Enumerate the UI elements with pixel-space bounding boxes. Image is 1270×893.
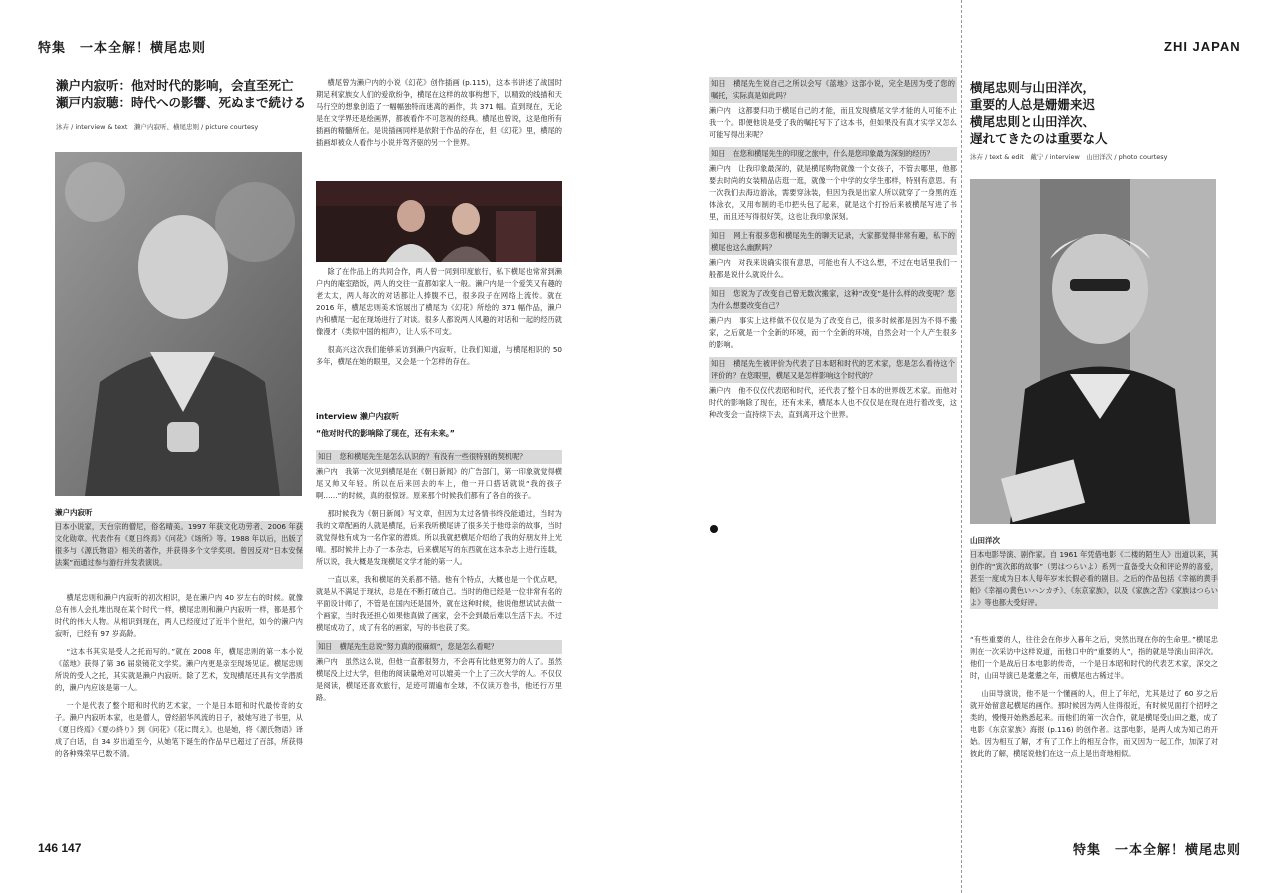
article1-col2-top [316, 77, 562, 155]
jakucho-caption [55, 507, 303, 569]
interview-header [316, 411, 562, 439]
footer-section-title: 特集 一本全解！横尾忠则 [1073, 843, 1242, 858]
question: 知日 横尾先生总说“努力真的很麻烦”，您是怎么看呢？ [316, 640, 562, 654]
caption-name: 山田洋次 [970, 536, 1000, 545]
paragraph: 除了在作品上的共同合作，两人曾一同到印度旅行，私下横尾也常常到濑户内的庵室踏饭，两人的交往一直都如家人一般。濑户内是一个爱笑又有趣的老太太，两人每次的对话都让人捧腹不已，很多段子在网络上流传。就在 2016 年，横尾忠则美术馆展出了横尾为《幻花》所绘的 371 幅作品，濑户内和横尾一起在现场进行了对谈。很多人都说两人风趣的对话和一起的经历就像漫才（类似中国的相声），让人乐不可支。 [316, 267, 562, 336]
question: 知日 横尾先生说自己之所以会写《蓝地》这部小说，完全是因为受了您的嘱托，实际真是如此吗？ [709, 77, 957, 103]
answer: 濑户内 我第一次见到横尾是在《朝日新闻》的广告部门，第一印象就觉得横尾又帅又年轻。所以在后来回去的车上，他一开口搭话就说“我的孩子啊……”的时候，真的很惊讶。原来那个时候我们都有了各自的孩子。 [316, 467, 562, 500]
question: 知日 在您和横尾先生的印度之旅中，什么是您印象最为深刻的经历？ [709, 147, 957, 161]
article2-headline [970, 79, 1230, 147]
article1-col3-qa [709, 77, 957, 427]
question: 知日 横尾先生被评价为代表了日本昭和时代的艺术家，您是怎么看待这个评价的？在您眼里，横尾又是怎样影响这个时代的？ [709, 357, 957, 383]
article1-col2-mid [316, 266, 562, 374]
answer: 濑户内 让我印象最深的，就是横尾购物就像一个女孩子，不管去哪里，他都要去时尚的女装精品店逛一逛，就像一个中学的女学生那样，特别有意思。有一次我们去海边游泳，需要穿泳装，但因为我是出家人所以就穿了一身黑的连体泳衣，又用布制的毛巾把头包了起来，就是这个打扮后来被横尾写进了书里，而且还写得很好笑，这也让我印象深刻。 [709, 164, 957, 221]
headline-cn: 濑户内寂听：他对时代的影响，会直至死亡 [56, 78, 294, 93]
paragraph: “有些重要的人，往往会在你步入暮年之后，突然出现在你的生命里。”横尾忠则在一次采访中这样说道，而他口中的“重要的人”，指的就是导演山田洋次。他们一个是战后日本电影的传奇，一个是日本昭和时代的代表艺术家，深交之时，山田导演已是耄耋之年，而横尾也古稀过半。 [970, 635, 1218, 680]
page-divider [961, 0, 962, 893]
two-people-image [316, 181, 562, 262]
answer: 濑户内 对我来说确实很有意思，可能也有人不这么想，不过在电话里我们一般都是说什么就说什么。 [709, 258, 957, 279]
caption-bio: 日本小说家，天台宗的僧尼，俗名晴美。1997 年获文化功劳者、2006 年获文化勋章。代表作有《夏日终焉》《问花》《场所》等。1988 年以后，出版了很多与《源氏物语》相关的著作，并获得多个文学奖项。曾因反对“日本安保法案”而通过参与游行并发表演说。 [55, 522, 303, 567]
jakucho-photo [55, 152, 302, 496]
caption-name: 濑户内寂听 [55, 508, 93, 517]
paragraph: 横尾曾为濑户内的小说《幻花》创作插画 (p.115)，这本书讲述了战国时期足利家族女人们的爱欲纷争，横尾在这样的故事构想下，以精致的线描和天马行空的想象创造了一幅幅独特而迷离的画作，共 371 幅。直到现在，无论是在文学界还是绘画界，都被看作不可忽视的经典。横尾也曾说，这是他所有插画的精髓所在。是说插画同样是依附于作品的存在，但《幻花》里，横尾的插画却被众人看作与小说并驾齐驱的另一个世界。 [316, 78, 562, 147]
answer: 濑户内 事实上这样做不仅仅是为了改变自己，很多时候都是因为不得不搬家，之后就是一个全新的环境，而一个全新的环境，自然会对一个人产生很多的影响。 [709, 316, 957, 349]
headline-cn-1: 横尾忠则与山田洋次， [970, 80, 1096, 95]
paragraph: 山田导演说，他不是一个懂画的人，但上了年纪，尤其是过了 60 岁之后就开始留意起横尾的画作。那时候因为两人住得很近，有时候见面打个招呼之类的，慢慢开始熟悉起来。而他们的第一次合作，就是横尾受山田之邀，成了电影《东京家族》海报 (p.116) 的创作者。这部电影，是两人成为知己的开始。因为相互了解，才有了工作上的相互合作，而又因为一起工作，加深了对彼此的了解，横尾说他们在这一点上是出奇地相似。 [970, 689, 1218, 758]
yamada-caption [970, 535, 1218, 609]
jakucho-portrait-image [55, 152, 302, 496]
article2-body [970, 634, 1218, 766]
article1-credit: 沐卉 / interview & text 濑户内寂听、横尾忠则 / picture courtesy [56, 123, 259, 131]
answer: 濑户内 他不仅仅代表昭和时代，还代表了整个日本的世界级艺术家。而他对时代的影响除了现在，还有未来，横尾本人也不仅仅是在现在进行着改变，这种改变会一直持续下去，直到离开这个世界。 [709, 386, 957, 419]
question: 知日 您说为了改变自己曾无数次搬家，这种“改变”是什么样的改变呢？您为什么想要改变自己？ [709, 287, 957, 313]
end-mark-icon [710, 525, 718, 533]
answer: 濑户内 虽然这么说，但他一直都很努力，不会再有比他更努力的人了。虽然横尾没上过大学，但他的阅读量绝对可以媲美一个上了三次大学的人。不仅仅是阅读，横尾还喜欢旅行，足迹可谓遍布全球，不仅读万卷书，他还行万里路。 [316, 657, 562, 702]
caption-bio: 日本电影导演、剧作家。自 1961 年凭借电影《二楼的陌生人》出道以来，其创作的“寅次郎的故事”（男はつらいよ）系列一直备受大众和评论界的喜爱，甚至一度成为日本人每年岁末长假必看的剧目。之后的作品包括《幸福的黄手帕》《幸福の黄色いハンカチ》、《东京家族》，以及《家族之苦》《家族はつらいよ》等也都大受好评。 [970, 550, 1218, 607]
interview-label: interview 濑户内寂听 [316, 412, 400, 421]
headline-jp-2: 遅れてきたのは重要な人 [970, 131, 1108, 146]
headline-jp-1: 横尾忠則と山田洋次、 [970, 114, 1096, 129]
answer: 濑户内 这都要归功于横尾自己的才能，而且发现横尾文学才能的人可能不止我一个。即便他说是受了我的嘱托写下了这本书，但如果没有真才实学又怎么可能写得出来呢？ [709, 106, 957, 139]
paragraph: 很高兴这次我们能够采访到濑户内寂听，让我们知道，与横尾相识的 50 多年，横尾在她的眼里，又会是一个怎样的存在。 [316, 345, 562, 366]
yamada-portrait-image [970, 179, 1216, 524]
answer: 一直以来，我和横尾的关系都不错。他有个特点，大概也是一个优点吧，就是从不满足于现状，总是在不断打破自己。当时的他已经是一位非常有名的平面设计师了，不管是在国内还是国外，就在这种时候，他说他想试试去做一个画家，当时我还担心如果他真做了画家，会不会到最后难以生活下去。不过横尾成功了，成了有名的画家，写的书也获了奖。 [316, 575, 562, 632]
headline-jp: 瀬戸内寂聴：時代への影響、死ぬまで続ける [56, 95, 307, 110]
paragraph: “这本书其实是受人之托而写的。”就在 2008 年，横尾忠则的第一本小说《蓝地》获得了第 36 届泉镜花文学奖。濑户内更是亲至现场见证。横尾忠则所说的受人之托，其实就是濑户内寂听。除了艺术，发现横尾还具有文学潜质的，濑户内应该是第一人。 [55, 647, 303, 692]
paragraph: 一个是代表了整个昭和时代的艺术家，一个是日本昭和时代最传奇的女子。濑户内寂听本家，也是僧人，曾经韶华风流的日子，被她写进了书里，从《夏日终焉》《夏の終り》到《问花》《花に問え》。也是她，将《源氏物语》译成了白话，自 34 岁出道至今，从她笔下诞生的作品早已超过了百部，所获得的各种殊荣早已数不清。 [55, 701, 303, 758]
yamada-photo [970, 179, 1216, 524]
interview-title: “他对时代的影响除了现在，还有未来。” [316, 429, 455, 438]
section-title: 特集 一本全解！横尾忠则 [38, 41, 207, 56]
article2-credit: 沐卉 / text & edit 戴宁 / interview 山田洋次 / photo courtesy [970, 153, 1168, 161]
magazine-brand: ZHI JAPAN [1164, 39, 1241, 54]
headline-cn-2: 重要的人总是姗姗来迟 [970, 97, 1096, 112]
page-numbers: 146 147 [38, 841, 82, 855]
jakucho-yokoo-photo [316, 181, 562, 262]
question: 知日 您和横尾先生是怎么认识的？有没有一些很特别的契机呢？ [316, 450, 562, 464]
answer: 那时候我为《朝日新闻》写文章，但因为太过各情书终没能通过，当时为我的文章配画的人就是横尾，后来我听横尾讲了很多关于他母亲的故事，当时就觉得他有成为一名作家的潜质。所以我就把横尾介绍给了我的好朋友井上光晴。那时候井上办了一本杂志，后来横尾写的东西就在这本杂志上进行连载，所以说，我大概是发现横尾文学才能的第一人。 [316, 509, 562, 566]
question: 知日 网上有很多您和横尾先生的聊天记录，大家都觉得非常有趣，私下的横尾也这么幽默吗？ [709, 229, 957, 255]
paragraph: 横尾忠则和濑户内寂听的初次相识，是在濑户内 40 岁左右的时候。就像总有伟人会扎堆出现在某个时代一样，横尾忠则和濑户内寂听一样，都是那个时代的伟大人物。从相识到现在，两人已经度过了近半个世纪，如今的濑户内寂听，已经有 97 岁高龄。 [55, 593, 303, 638]
article1-headline [56, 77, 306, 111]
article1-col2-qa [316, 450, 562, 710]
article1-col1-body [55, 592, 303, 766]
